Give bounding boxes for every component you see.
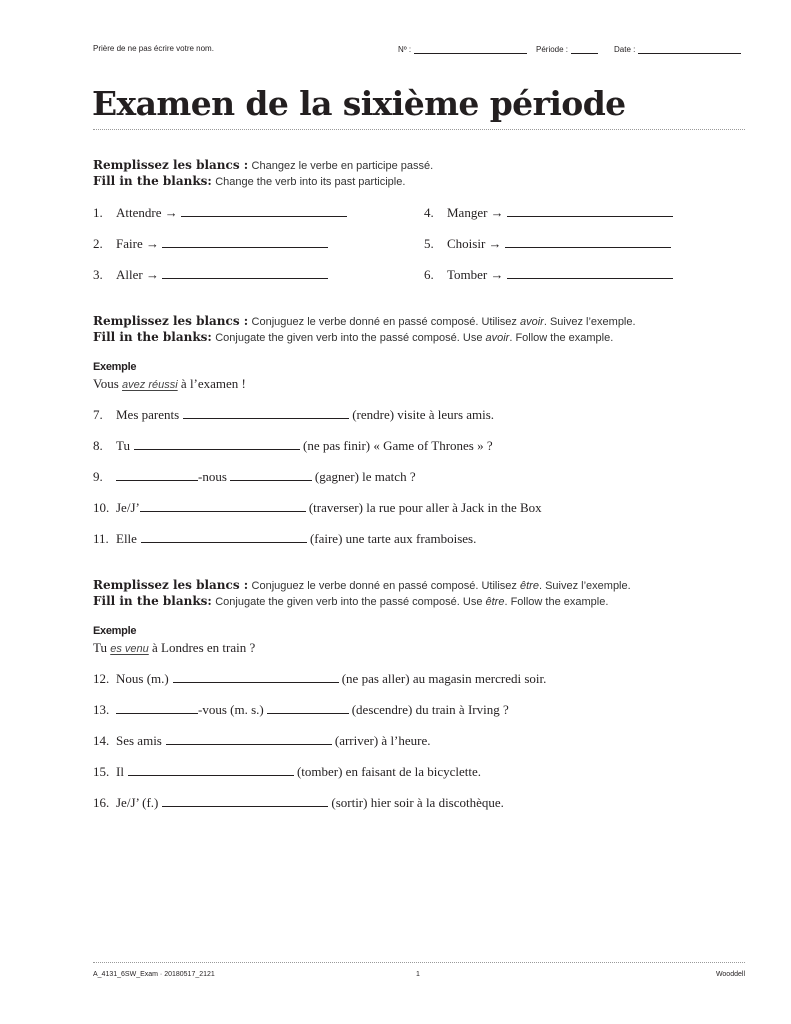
question-text: (faire) une tarte aux framboises. <box>309 531 477 546</box>
no-name-note: Prière de ne pas écrire votre nom. <box>93 44 214 53</box>
question-2 <box>93 236 328 252</box>
answer-blank[interactable] <box>505 236 671 248</box>
question-4 <box>424 205 673 221</box>
section3-en-text: Conjugate the given verb into the passé composé. Use être. Follow the example. <box>215 596 609 608</box>
answer-blank[interactable] <box>173 671 339 683</box>
page-number: 1 <box>416 971 420 978</box>
answer-blank[interactable] <box>507 205 673 217</box>
title-divider <box>93 129 745 130</box>
question-text: (traverser) la rue pour aller à Jack in the Box <box>308 500 542 515</box>
question-subject: Je/J’ (f.) <box>116 795 159 810</box>
question-text: (rendre) visite à leurs amis. <box>352 407 495 422</box>
answer-blank[interactable] <box>183 407 349 419</box>
page-title: Examen de la sixième période <box>92 84 626 123</box>
question-number: 14. <box>93 733 110 748</box>
question-5 <box>424 236 671 252</box>
question-number: 9. <box>93 469 103 484</box>
question-subject: -nous <box>198 469 227 484</box>
section3-example-label: Exemple <box>93 625 137 637</box>
question-verb: Manger → <box>447 205 504 220</box>
answer-blank[interactable] <box>162 267 328 279</box>
question-subject: Mes parents <box>116 407 180 422</box>
question-12 <box>93 671 546 687</box>
question-3 <box>93 267 328 283</box>
date-blank[interactable] <box>638 44 741 54</box>
question-15 <box>93 764 481 780</box>
question-number: 7. <box>93 407 103 422</box>
example-answer: es venu <box>110 643 149 655</box>
question-text: (ne pas finir) « Game of Thrones » ? <box>302 438 493 453</box>
period-field <box>536 44 598 54</box>
question-verb: Aller → <box>116 267 159 282</box>
question-subject: Il <box>116 764 124 779</box>
number-label: Nº : <box>398 45 412 54</box>
question-subject: Ses amis <box>116 733 162 748</box>
answer-blank-2[interactable] <box>230 469 312 481</box>
answer-blank[interactable] <box>134 438 300 450</box>
answer-blank[interactable] <box>162 795 328 807</box>
answer-blank[interactable] <box>141 531 307 543</box>
question-number: 13. <box>93 702 110 717</box>
page-header <box>93 44 745 58</box>
question-11 <box>93 531 476 547</box>
section3-fr-text: Conjuguez le verbe donné en passé composé. Utilisez être. Suivez l’exemple. <box>251 580 631 592</box>
question-10 <box>93 500 542 516</box>
question-7 <box>93 407 494 423</box>
period-label: Période : <box>536 45 569 54</box>
question-number: 8. <box>93 438 103 453</box>
answer-blank[interactable] <box>162 236 328 248</box>
footer-divider <box>93 962 745 963</box>
example-answer: avez réussi <box>122 379 178 391</box>
question-number: 11. <box>93 531 109 546</box>
number-blank[interactable] <box>414 44 527 54</box>
section2-example-label: Exemple <box>93 361 137 373</box>
question-text: (sortir) hier soir à la discothèque. <box>331 795 504 810</box>
question-number: 15. <box>93 764 110 779</box>
section3-instructions <box>93 578 631 610</box>
date-label: Date : <box>614 45 636 54</box>
question-text: (descendre) du train à Irving ? <box>351 702 509 717</box>
question-text: (arriver) à l’heure. <box>334 733 431 748</box>
question-8 <box>93 438 493 454</box>
answer-blank[interactable] <box>166 733 332 745</box>
answer-blank[interactable] <box>181 205 347 217</box>
question-number: 3. <box>93 267 103 282</box>
question-14 <box>93 733 431 749</box>
question-subject: Tu <box>116 438 130 453</box>
question-16 <box>93 795 504 811</box>
answer-blank[interactable] <box>140 500 306 512</box>
author-name: Wooddell <box>715 971 745 978</box>
question-text: (gagner) le match ? <box>314 469 416 484</box>
question-number: 4. <box>424 205 434 220</box>
question-verb: Tomber → <box>447 267 504 282</box>
answer-blank-1[interactable] <box>116 702 198 714</box>
section1-en-heading: Fill in the blanks: <box>93 174 212 188</box>
answer-blank-2[interactable] <box>267 702 349 714</box>
section3-example: Tu es venu à Londres en train ? <box>93 640 256 655</box>
date-field <box>614 44 741 54</box>
section1-instructions <box>93 158 433 190</box>
period-blank[interactable] <box>571 44 598 54</box>
answer-blank-1[interactable] <box>116 469 198 481</box>
section2-fr-heading: Remplissez les blancs : <box>93 314 249 328</box>
answer-blank[interactable] <box>507 267 673 279</box>
section2-en-heading: Fill in the blanks: <box>93 330 212 344</box>
question-verb: Faire → <box>116 236 159 251</box>
question-number: 2. <box>93 236 103 251</box>
question-number: 10. <box>93 500 110 515</box>
question-9 <box>93 469 416 485</box>
document-id: A_4131_6SW_Exam · 20180517_2121 <box>93 971 215 978</box>
section3-en-heading: Fill in the blanks: <box>93 594 212 608</box>
question-subject: Nous (m.) <box>116 671 169 686</box>
section1-en-text: Change the verb into its past participle. <box>215 176 406 188</box>
question-text: (tomber) en faisant de la bicyclette. <box>296 764 482 779</box>
question-13 <box>93 702 509 718</box>
question-subject: Elle <box>116 531 137 546</box>
section3-fr-heading: Remplissez les blancs : <box>93 578 249 592</box>
question-number: 6. <box>424 267 434 282</box>
section2-en-text: Conjugate the given verb into the passé composé. Use avoir. Follow the example. <box>215 332 614 344</box>
question-verb: Attendre → <box>116 205 178 220</box>
question-number: 5. <box>424 236 434 251</box>
question-subject: Je/J’ <box>116 500 140 515</box>
answer-blank[interactable] <box>128 764 294 776</box>
section2-fr-text: Conjuguez le verbe donné en passé composé. Utilisez avoir. Suivez l’exemple. <box>251 316 636 328</box>
question-text: (ne pas aller) au magasin mercredi soir. <box>341 671 547 686</box>
question-subject: -vous (m. s.) <box>198 702 264 717</box>
question-verb: Choisir → <box>447 236 502 251</box>
question-number: 1. <box>93 205 103 220</box>
section2-example: Vous avez réussi à l’examen ! <box>93 376 246 391</box>
question-6 <box>424 267 673 283</box>
number-field <box>398 44 527 54</box>
question-1 <box>93 205 347 221</box>
section2-instructions <box>93 314 636 346</box>
section1-fr-text: Changez le verbe en participe passé. <box>251 160 434 172</box>
question-number: 12. <box>93 671 110 686</box>
question-number: 16. <box>93 795 110 810</box>
section1-fr-heading: Remplissez les blancs : <box>93 158 249 172</box>
